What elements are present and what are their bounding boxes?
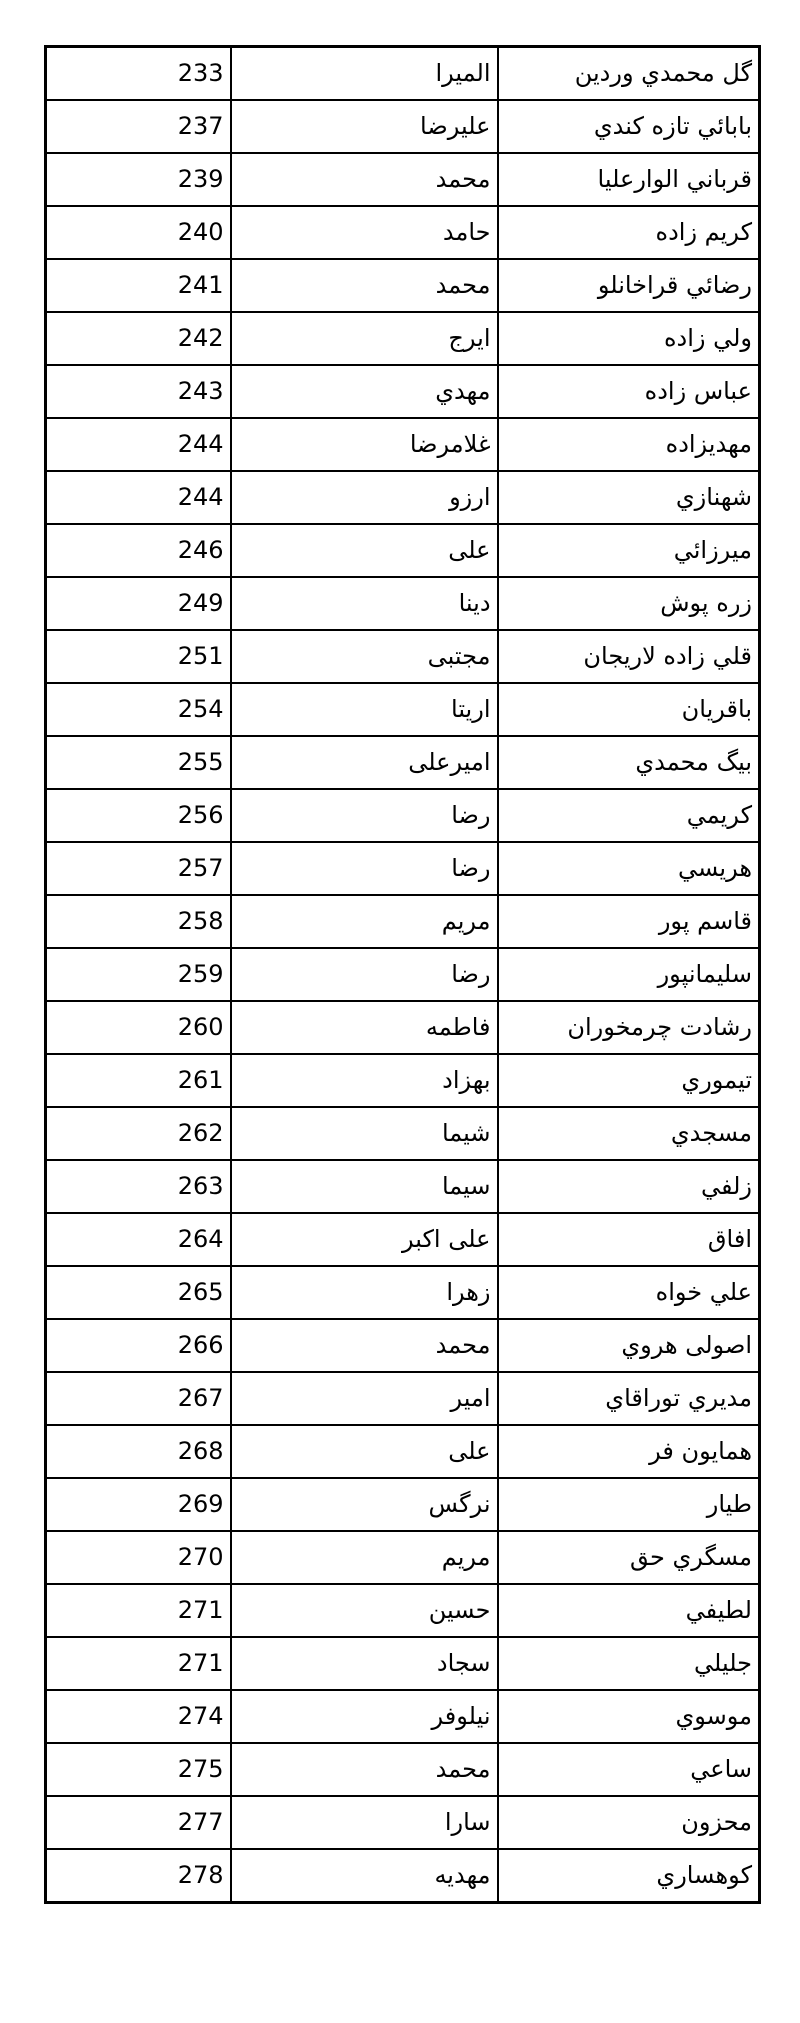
number-cell: 274 [46, 1690, 231, 1743]
table-row [46, 312, 760, 365]
last-name-cell: افاق [498, 1213, 760, 1266]
first-name-cell: حامد [231, 206, 498, 259]
first-name-cell: رضا [231, 842, 498, 895]
table-row [46, 1372, 760, 1425]
last-name-cell: قلي زاده لاريجان [498, 630, 760, 683]
last-name-cell: لطيفي [498, 1584, 760, 1637]
last-name-cell: ميرزائي [498, 524, 760, 577]
last-name-cell: جليلي [498, 1637, 760, 1690]
number-cell: 268 [46, 1425, 231, 1478]
last-name-cell: مهديزاده [498, 418, 760, 471]
first-name-cell: ارزو [231, 471, 498, 524]
table-row [46, 736, 760, 789]
table-row [46, 895, 760, 948]
last-name-cell: كوهساري [498, 1849, 760, 1903]
first-name-cell: نيلوفر [231, 1690, 498, 1743]
first-name-cell: سجاد [231, 1637, 498, 1690]
last-name-cell: اصولی هروي [498, 1319, 760, 1372]
number-cell: 278 [46, 1849, 231, 1903]
first-name-cell: الميرا [231, 47, 498, 101]
last-name-cell: زلفي [498, 1160, 760, 1213]
last-name-cell: عباس زاده [498, 365, 760, 418]
number-cell: 264 [46, 1213, 231, 1266]
first-name-cell: اميرعلی [231, 736, 498, 789]
first-name-cell: مهديه [231, 1849, 498, 1903]
number-cell: 262 [46, 1107, 231, 1160]
table-row [46, 1531, 760, 1584]
first-name-cell: شيما [231, 1107, 498, 1160]
number-cell: 256 [46, 789, 231, 842]
number-cell: 263 [46, 1160, 231, 1213]
last-name-cell: قاسم پور [498, 895, 760, 948]
first-name-cell: بهزاد [231, 1054, 498, 1107]
table-row [46, 153, 760, 206]
number-cell: 260 [46, 1001, 231, 1054]
first-name-cell: سيما [231, 1160, 498, 1213]
table-row [46, 1160, 760, 1213]
number-cell: 240 [46, 206, 231, 259]
number-cell: 265 [46, 1266, 231, 1319]
number-cell: 258 [46, 895, 231, 948]
last-name-cell: باقريان [498, 683, 760, 736]
last-name-cell: زره پوش [498, 577, 760, 630]
table-row [46, 1425, 760, 1478]
first-name-cell: فاطمه [231, 1001, 498, 1054]
first-name-cell: دينا [231, 577, 498, 630]
number-cell: 259 [46, 948, 231, 1001]
first-name-cell: محمد [231, 259, 498, 312]
number-cell: 255 [46, 736, 231, 789]
table-row [46, 1637, 760, 1690]
first-name-cell: نرگس [231, 1478, 498, 1531]
first-name-cell: رضا [231, 789, 498, 842]
number-cell: 275 [46, 1743, 231, 1796]
last-name-cell: ساعي [498, 1743, 760, 1796]
number-cell: 242 [46, 312, 231, 365]
table-row [46, 259, 760, 312]
table-row [46, 100, 760, 153]
first-name-cell: محمد [231, 1319, 498, 1372]
table-row [46, 471, 760, 524]
first-name-cell: مهدي [231, 365, 498, 418]
table-row [46, 630, 760, 683]
number-cell: 267 [46, 1372, 231, 1425]
last-name-cell: محزون [498, 1796, 760, 1849]
first-name-cell: علی [231, 1425, 498, 1478]
table-row [46, 206, 760, 259]
table-row [46, 47, 760, 101]
first-name-cell: مجتبی [231, 630, 498, 683]
number-cell: 254 [46, 683, 231, 736]
first-name-cell: اريتا [231, 683, 498, 736]
table-row [46, 1478, 760, 1531]
last-name-cell: بيگ محمدي [498, 736, 760, 789]
number-cell: 251 [46, 630, 231, 683]
table-row [46, 418, 760, 471]
number-cell: 266 [46, 1319, 231, 1372]
table-row [46, 1743, 760, 1796]
last-name-cell: قرباني الوارعليا [498, 153, 760, 206]
number-cell: 271 [46, 1584, 231, 1637]
last-name-cell: مسجدي [498, 1107, 760, 1160]
table-row [46, 1849, 760, 1903]
first-name-cell: رضا [231, 948, 498, 1001]
last-name-cell: طيار [498, 1478, 760, 1531]
number-cell: 246 [46, 524, 231, 577]
number-cell: 241 [46, 259, 231, 312]
table-row [46, 1054, 760, 1107]
first-name-cell: محمد [231, 153, 498, 206]
table-row [46, 524, 760, 577]
number-cell: 249 [46, 577, 231, 630]
table-row [46, 1213, 760, 1266]
table-row [46, 1584, 760, 1637]
table-row [46, 1001, 760, 1054]
table-row [46, 842, 760, 895]
first-name-cell: زهرا [231, 1266, 498, 1319]
number-cell: 277 [46, 1796, 231, 1849]
last-name-cell: هريسي [498, 842, 760, 895]
number-cell: 269 [46, 1478, 231, 1531]
first-name-cell: سارا [231, 1796, 498, 1849]
table-row [46, 1796, 760, 1849]
last-name-cell: علي خواه [498, 1266, 760, 1319]
last-name-cell: ولي زاده [498, 312, 760, 365]
table-row [46, 1690, 760, 1743]
table-row [46, 365, 760, 418]
first-name-cell: علی [231, 524, 498, 577]
first-name-cell: غلامرضا [231, 418, 498, 471]
number-cell: 237 [46, 100, 231, 153]
table-row [46, 1266, 760, 1319]
table-row [46, 1319, 760, 1372]
number-cell: 244 [46, 471, 231, 524]
table-row [46, 789, 760, 842]
number-cell: 239 [46, 153, 231, 206]
last-name-cell: رشادت چرمخوران [498, 1001, 760, 1054]
first-name-cell: ايرج [231, 312, 498, 365]
last-name-cell: گل محمدي وردين [498, 47, 760, 101]
last-name-cell: همايون فر [498, 1425, 760, 1478]
last-name-cell: رضائي قراخانلو [498, 259, 760, 312]
number-cell: 243 [46, 365, 231, 418]
first-name-cell: مريم [231, 895, 498, 948]
last-name-cell: مديري توراقاي [498, 1372, 760, 1425]
table-row [46, 948, 760, 1001]
number-cell: 270 [46, 1531, 231, 1584]
number-cell: 271 [46, 1637, 231, 1690]
last-name-cell: كريم زاده [498, 206, 760, 259]
first-name-cell: علی اكبر [231, 1213, 498, 1266]
number-cell: 233 [46, 47, 231, 101]
last-name-cell: تيموري [498, 1054, 760, 1107]
number-cell: 244 [46, 418, 231, 471]
table-row [46, 577, 760, 630]
last-name-cell: كريمي [498, 789, 760, 842]
table-body [46, 47, 760, 1903]
table-row [46, 683, 760, 736]
table-row [46, 1107, 760, 1160]
last-name-cell: مسگري حق [498, 1531, 760, 1584]
number-cell: 257 [46, 842, 231, 895]
last-name-cell: سليمانپور [498, 948, 760, 1001]
first-name-cell: مريم [231, 1531, 498, 1584]
number-cell: 261 [46, 1054, 231, 1107]
last-name-cell: شهنازي [498, 471, 760, 524]
last-name-cell: بابائي تازه كندي [498, 100, 760, 153]
last-name-cell: موسوي [498, 1690, 760, 1743]
first-name-cell: امير [231, 1372, 498, 1425]
names-table [44, 45, 761, 1904]
first-name-cell: حسين [231, 1584, 498, 1637]
first-name-cell: محمد [231, 1743, 498, 1796]
first-name-cell: عليرضا [231, 100, 498, 153]
